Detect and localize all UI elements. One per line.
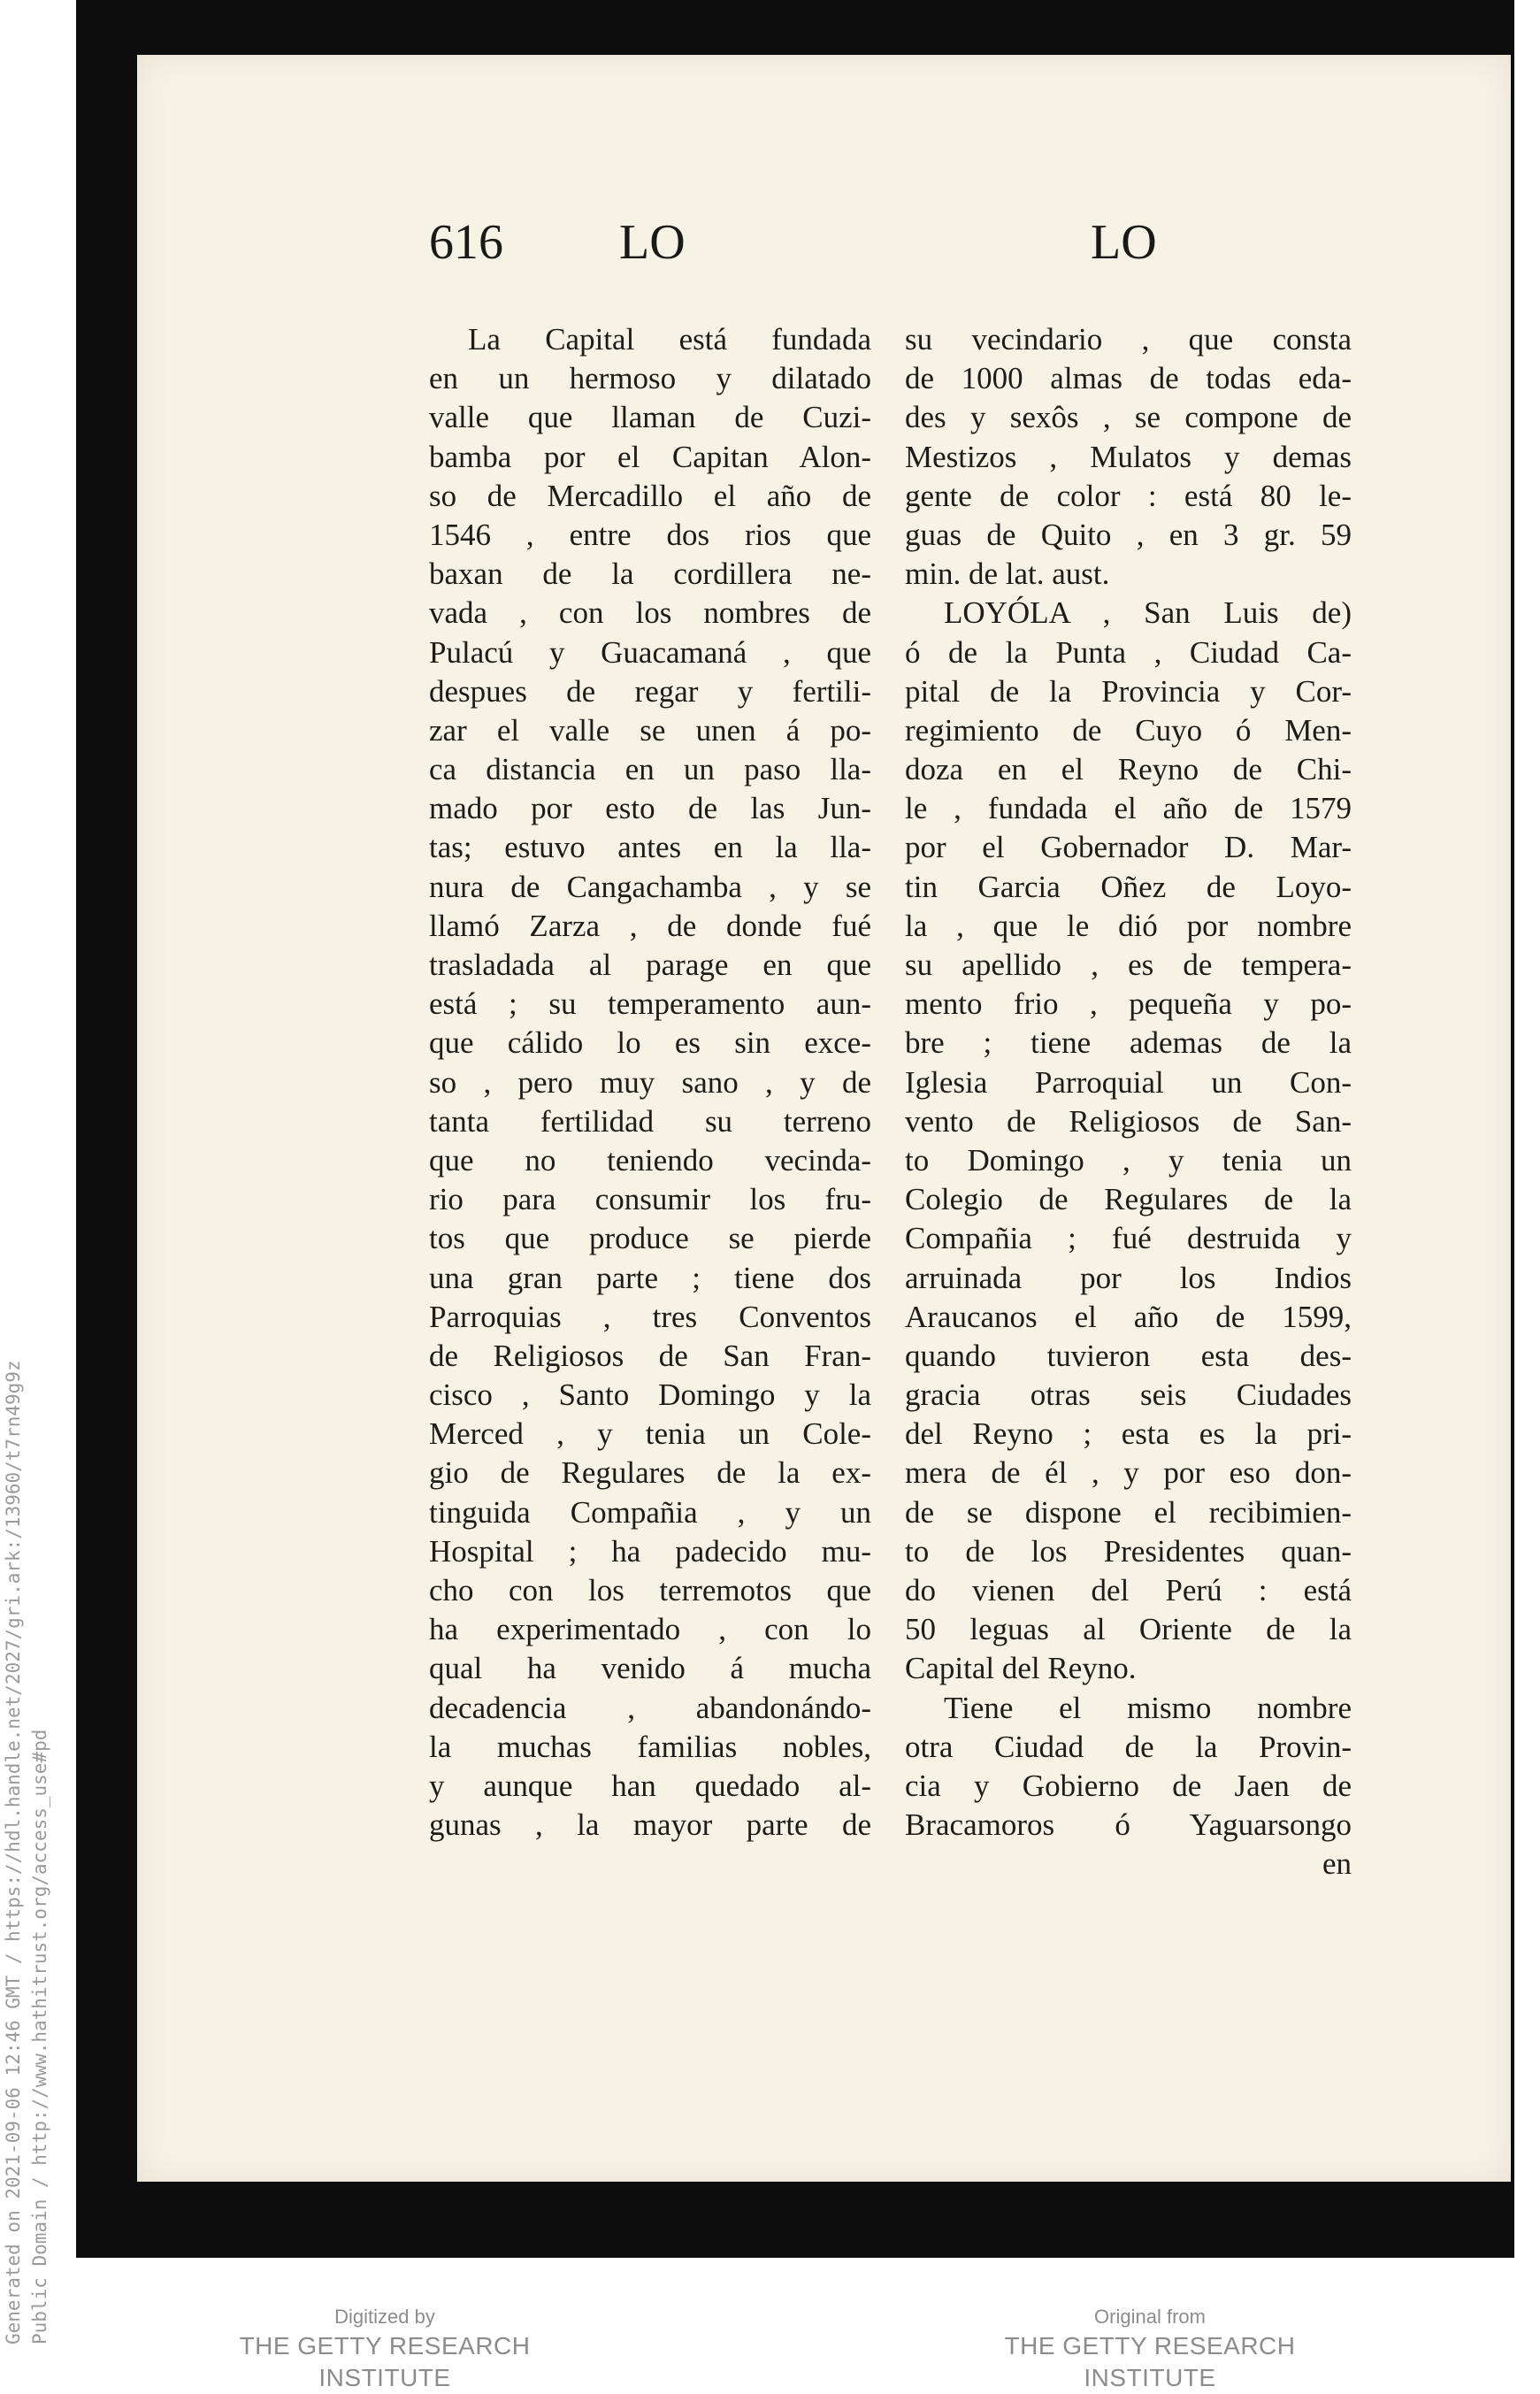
text-line: vada , con los nombres de [429,595,871,631]
text-line: bre ; tiene ademas de la [905,1025,1352,1061]
digitized-by-credit [177,2304,593,2394]
text-line: su apellido , es de tempera- [905,948,1352,982]
text-line: Bracamoros ó Yaguarsongo [905,1807,1352,1843]
text-line: del Reyno ; esta es la pri- [905,1416,1352,1452]
text-line: ca distancia en un paso lla- [429,752,871,787]
text-line: pital de la Provincia y Cor- [905,673,1352,709]
text-line: gracia otras seis Ciudades [905,1377,1352,1413]
text-line: otra Ciudad de la Provin- [905,1729,1352,1764]
text-line: 50 leguas al Oriente de la [905,1612,1352,1647]
text-line: tin Garcia Oñez de Loyo- [905,869,1352,904]
text-line: por el Gobernador D. Mar- [905,830,1352,865]
left-text-column [429,320,871,1845]
text-line: le , fundada el año de 1579 [905,791,1352,826]
text-line: trasladada al parage en que [429,948,871,982]
text-line: que no teniendo vecinda- [429,1142,871,1178]
text-line: Merced , y tenia un Cole- [429,1416,871,1452]
entry-heading-line: LOYÓLA , San Luis de) [944,595,1352,631]
running-head-right: LO [1091,215,1157,270]
text-line: gente de color : está 80 le- [905,478,1352,513]
text-line: Colegio de Regulares de la [905,1182,1352,1217]
text-line: ha experimentado , con lo [429,1612,871,1647]
text-line: mera de él , y por eso don- [905,1455,1352,1491]
text-line: mento frio , pequeña y po- [905,986,1352,1022]
text-line: Parroquias , tres Conventos [429,1299,871,1334]
catchword: en [1322,1846,1352,1882]
text-line: y aunque han quedado al- [429,1768,871,1803]
text-line: decadencia , abandonándo- [429,1690,871,1725]
text-line: La Capital está fundada [468,322,871,357]
text-line: 1546 , entre dos rios que [429,517,871,552]
text-line: Iglesia Parroquial un Con- [905,1064,1352,1100]
text-line: regimiento de Cuyo ó Men- [905,712,1352,748]
text-line: doza en el Reyno de Chi- [905,752,1352,787]
text-line: des y sexôs , se compone de [905,400,1352,435]
page-number: 616 [429,215,503,270]
running-head-left: LO [619,215,686,270]
original-from-credit [942,2304,1358,2394]
text-line: Araucanos el año de 1599, [905,1299,1352,1334]
text-line: ó de la Punta , Ciudad Ca- [905,634,1352,670]
text-line: Tiene el mismo nombre [944,1690,1352,1725]
text-line: nura de Cangachamba , y se [429,869,871,904]
text-line: to de los Presidentes quan- [905,1533,1352,1569]
text-line: en un hermoso y dilatado [429,361,871,396]
text-line: baxan de la cordillera ne- [429,556,871,592]
book-page [137,55,1511,2182]
right-text-column [905,320,1352,1884]
text-line: la muchas familias nobles, [429,1729,871,1764]
text-line: una gran parte ; tiene dos [429,1260,871,1295]
digitizer-institution: THE GETTY RESEARCH INSTITUTE [239,2332,531,2391]
text-line: Hospital ; ha padecido mu- [429,1533,871,1569]
text-line: min. de lat. aust. [905,556,1110,592]
text-line: está ; su temperamento aun- [429,986,871,1022]
text-line: so , pero muy sano , y de [429,1064,871,1100]
text-line: cia y Gobierno de Jaen de [905,1768,1352,1803]
text-line: llamó Zarza , de donde fué [429,908,871,943]
text-line: tas; estuvo antes en la lla- [429,830,871,865]
watermark-generated-line: Generated on 2021-09-06 12:46 GMT / https://hdl.handle.net/2027/gri.ark:/13960/t7rn49g9z [3,1360,24,2344]
text-line: tanta fertilidad su terreno [429,1103,871,1139]
text-line: tos que produce se pierde [429,1221,871,1256]
text-line: cisco , Santo Domingo y la [429,1377,871,1413]
text-line: vento de Religiosos de San- [905,1103,1352,1139]
text-line: que cálido lo es sin exce- [429,1025,871,1061]
digitized-by-label: Digitized by [334,2306,435,2328]
watermark-license-line: Public Domain / http://www.hathitrust.org/access_use#pd [29,1729,50,2344]
text-line: gunas , la mayor parte de [429,1807,871,1843]
text-line: rio para consumir los fru- [429,1182,871,1217]
text-line: so de Mercadillo el año de [429,478,871,513]
text-line: qual ha venido á mucha [429,1651,871,1686]
text-line: mado por esto de las Jun- [429,791,871,826]
text-line: tinguida Compañia , y un [429,1494,871,1530]
text-line: do vienen del Perú : está [905,1573,1352,1608]
text-line: to Domingo , y tenia un [905,1142,1352,1178]
original-from-label: Original from [1094,2306,1206,2328]
text-line: bamba por el Capitan Alon- [429,439,871,474]
text-line: de 1000 almas de todas eda- [905,361,1352,396]
text-line: gio de Regulares de la ex- [429,1455,871,1491]
text-line: Capital del Reyno. [905,1651,1137,1686]
text-line: arruinada por los Indios [905,1260,1352,1295]
text-line: quando tuvieron esta des- [905,1338,1352,1373]
text-line: cho con los terremotos que [429,1573,871,1608]
text-line: valle que llaman de Cuzi- [429,400,871,435]
text-line: Mestizos , Mulatos y demas [905,439,1352,474]
text-line: la , que le dió por nombre [905,908,1352,943]
text-line: Compañia ; fué destruida y [905,1221,1352,1256]
text-line: de Religiosos de San Fran- [429,1338,871,1373]
text-line: despues de regar y fertili- [429,673,871,709]
text-line: de se dispone el recibimien- [905,1494,1352,1530]
text-line: Pulacú y Guacamaná , que [429,634,871,670]
text-line: zar el valle se unen á po- [429,712,871,748]
original-institution: THE GETTY RESEARCH INSTITUTE [1004,2332,1296,2391]
text-line: guas de Quito , en 3 gr. 59 [905,517,1352,552]
text-line: su vecindario , que consta [905,322,1352,357]
